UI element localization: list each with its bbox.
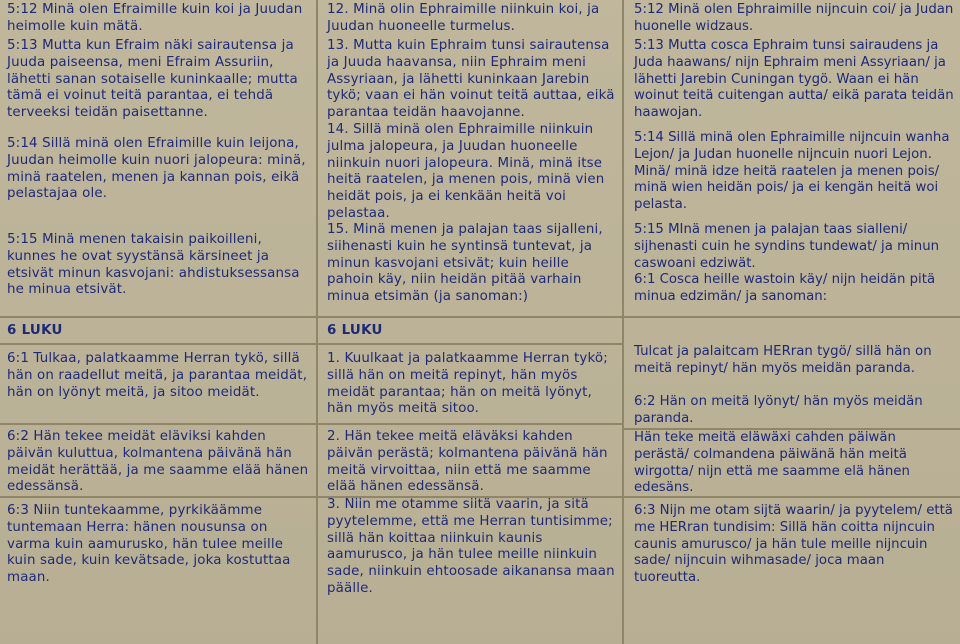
verse-text: 14. Sillä minä olen Ephraimille niinkuin julma jalopeura, ja Juudan huoneelle niinkuin nuori jalopeura. Minä, minä itse heitä raatelen, ja menen pois, minä vien heidät pois, ja ei kenkään heitä voi pelastaa.	[327, 122, 605, 221]
column-finnish-1933	[0, 0, 318, 644]
col1-verse-6-3	[0, 503, 316, 587]
chapter-heading: 6 LUKU	[327, 323, 383, 338]
verse-text: 6:2 Hän on meitä lyönyt/ hän myös meidän paranda.	[634, 394, 923, 426]
row-divider	[318, 316, 622, 318]
verse-text: 5:12 Minä olen Efraimille kuin koi ja Juudan heimolle kuin mätä.	[7, 2, 303, 34]
col1-verse-5-12	[0, 2, 316, 36]
column-finnish-1776	[318, 0, 624, 644]
col1-verse-6-2	[0, 429, 316, 496]
verse-text: Tulcat ja palaitcam HERran tygö/ sillä hän on meitä repinyt/ hän myös meidän paranda.	[634, 344, 932, 376]
col1-verse-5-14	[0, 136, 316, 203]
verse-text: 6:1 Tulkaa, palatkaamme Herran tykö, sillä hän on raadellut meitä, ja parantaa meidät, hän on lyönyt meitä, ja sitoo meidät.	[7, 351, 308, 400]
verse-text: 5:15 MInä menen ja palajan taas sialleni/ sijhenasti cuin he syndins tundewat/ ja minun caswoani edziwät.	[634, 222, 940, 271]
column-finnish-1642	[624, 0, 960, 644]
verse-text: 15. Minä menen ja palajan taas sijalleni, siihenasti kuin he syntinsä tuntevat, ja minun kasvojani etsivät; kuin heille pahoin käy, niin heidän pitää varhain minua etsimän (ja sanoman:)	[327, 222, 603, 305]
col3-verse-6-3	[624, 503, 960, 587]
row-divider	[624, 316, 960, 318]
col3-verse-6-2	[624, 394, 960, 428]
col2-verse-1	[318, 351, 622, 418]
col2-chapter-heading	[318, 323, 622, 338]
col3-verse-5-14	[624, 130, 960, 214]
col3-verse-5-12	[624, 2, 960, 36]
verse-text: 5:13 Mutta kun Efraim näki sairautensa ja Juuda paiseensa, meni Efraim Assuriin, lähetti sanan sotaiselle kuninkaalle; mutta tämä ei voinut teitä parantaa, ei tehdä terveeksi teidän paisettanne.	[7, 38, 298, 121]
row-divider	[0, 316, 316, 318]
verse-text: 2. Hän tekee meitä eläväksi kahden päivän perästä; kolmantena päivänä hän meitä virvoittaa, niin että me saamme elää hänen edessänsä.	[327, 429, 608, 495]
col1-verse-5-15	[0, 232, 316, 299]
col3-verse-6-1-cont	[624, 344, 960, 378]
verse-text: 5:14 Sillä minä olen Efraimille kuin leijona, Juudan heimolle kuin nuori jalopeura: minä, minä raatelen, menen ja kannan pois, eikä pelastajaa ole.	[7, 136, 306, 202]
row-divider	[624, 496, 960, 498]
col1-verse-5-13	[0, 38, 316, 122]
col2-verse-14	[318, 122, 622, 223]
verse-text: 3. Niin me otamme siitä vaarin, ja sitä pyytelemme, että me Herran tuntisimme; sillä hän koittaa niinkuin kaunis aamurusco, ja hän tulee meille niinkuin sade, niinkuin ehtoosade aikanansa maan päälle.	[327, 497, 615, 596]
verse-text: 6:3 Nijn me otam sijtä waarin/ ja pyytelem/ että me HERran tundisim: Sillä hän coitta nijncuin caunis amurusco/ ja hän tule meille nijncuin sade/ nijncuin wihmasade/ joca maan tuoreutta.	[634, 503, 953, 586]
row-divider	[0, 496, 316, 498]
col3-verse-6-2-cont	[624, 430, 960, 497]
col1-verse-6-1	[0, 351, 316, 401]
col2-verse-13	[318, 38, 622, 122]
verse-text: 6:3 Niin tuntekaamme, pyrkikäämme tuntemaan Herra: hänen nousunsa on varma kuin aamurusko, hän tulee meille kuin sade, kuin kevätsade, joka kostuttaa maan.	[7, 503, 291, 586]
row-divider	[0, 423, 316, 425]
verse-text: 5:15 Minä menen takaisin paikoilleni, kunnes he ovat syystänsä kärsineet ja etsivät minun kasvojani: ahdistuksessansa he minua etsivät.	[7, 232, 300, 298]
verse-text: 5:14 Sillä minä olen Ephraimille nijncuin wanha Lejon/ ja Judan huonelle nijncuin nuori Lejon. Minä/ minä idze heitä raatelen ja menen pois/ minä wien heidän pois/ ja ei kengän heitä woi pelasta.	[634, 130, 950, 213]
col2-verse-12	[318, 2, 622, 36]
verse-text: 6:2 Hän tekee meidät eläviksi kahden päivän kuluttua, kolmantena päivänä hän meidät herättää, ja me saamme elää hänen edessänsä.	[7, 429, 309, 495]
chapter-heading: 6 LUKU	[7, 323, 63, 338]
verse-text: 5:12 Minä olen Ephraimille nijncuin coi/ ja Judan huonelle widzaus.	[634, 2, 954, 34]
row-divider	[318, 423, 622, 425]
verse-text: 12. Minä olin Ephraimille niinkuin koi, ja Juudan huoneelle turmelus.	[327, 2, 600, 34]
verse-text: 1. Kuulkaat ja palatkaamme Herran tykö; sillä hän on meitä repinyt, hän myös meidät parantaa; hän on meitä lyönyt, hän myös meitä sitoo.	[327, 351, 608, 417]
col2-verse-15	[318, 222, 622, 306]
verse-text: 13. Mutta kuin Ephraim tunsi sairautensa ja Juuda haavansa, niin Ephraim meni Assyriaan, ja lähetti kuninkaan Jarebin tykö; vaan ei hän voinut teitä auttaa, eikä parantaa teidän haavojanne.	[327, 38, 615, 121]
row-divider	[318, 343, 622, 345]
verse-text: 6:1 Cosca heille wastoin käy/ nijn heidän pitä minua edzimän/ ja sanoman:	[634, 272, 936, 304]
col3-verse-5-15	[624, 222, 960, 272]
verse-text: 5:13 Mutta cosca Ephraim tunsi sairaudens ja Juda haawans/ nijn Ephraim meni Assyriaan/ ja lähetti Jarebin Cuningan tygö. Waan ei hän woinut teitä cuitengan autta/ eikä parata teidän haawojan.	[634, 38, 954, 121]
col3-verse-6-1	[624, 272, 960, 306]
row-divider	[0, 343, 316, 345]
col1-chapter-heading	[0, 323, 316, 338]
verse-text: Hän teke meitä eläwäxi cahden päiwän perästä/ colmandena päiwänä hän meitä wirgotta/ nijn että me saamme elä hänen edesäns.	[634, 430, 910, 496]
col2-verse-2	[318, 429, 622, 496]
col2-verse-3	[318, 497, 622, 598]
col3-verse-5-13	[624, 38, 960, 122]
